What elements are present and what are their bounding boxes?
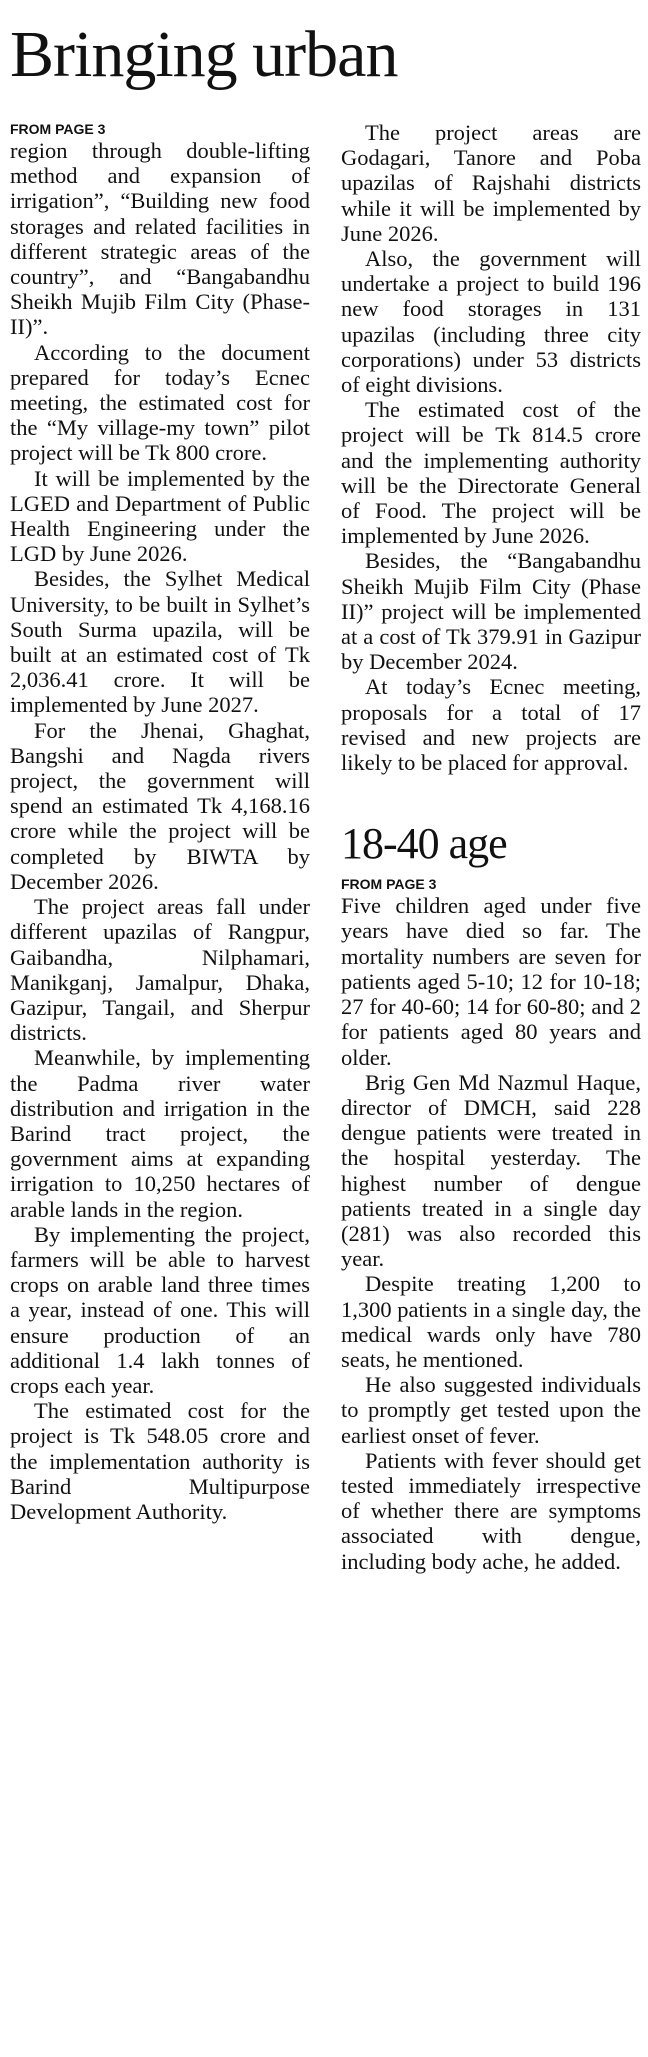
article-paragraph: The estimated cost of the project will be Tk 814.5 crore and the implementing authority will be the Directorate General of Food. The project will be implemented by June 2026. (341, 397, 641, 549)
article-paragraph: The estimated cost for the project is Tk 548.05 crore and the implementation authority is Barind Multipurpose Development Authority. (10, 1398, 310, 1524)
second-article-headline: 18-40 age (341, 819, 507, 869)
article-paragraph: Besides, the Sylhet Medical University, to be built in Sylhet’s South Surma upazila, will be built at an estimated cost of Tk 2,036.41 crore. It will be implemented by June 2027. (10, 566, 310, 718)
article-paragraph: region through double-lifting method and expansion of irrigation”, “Building new food storages and related facilities in different strategic areas of the country”, and “Bangabandhu Sheikh Mujib Film City (Phase-II)”. (10, 138, 310, 340)
article-paragraph: According to the document prepared for today’s Ecnec meeting, the estimated cost for the “My village-my town” pilot project will be Tk 800 crore. (10, 339, 310, 466)
article-headline: Bringing urban (10, 18, 398, 91)
article-paragraph: Patients with fever should get tested immediately irrespective of whether there are symptoms associated with dengue, including body ache, he added. (341, 1447, 641, 1574)
left-column (10, 120, 310, 1524)
article-paragraph: Meanwhile, by implementing the Padma river water distribution and irrigation in the Barind tract project, the government aims at expanding irrigation to 10,250 hectares of arable lands in the region. (10, 1045, 310, 1222)
article-paragraph: Despite treating 1,200 to 1,300 patients in a single day, the medical wards only have 780 seats, he mentioned. (341, 1271, 641, 1372)
article-paragraph: The project areas are Godagari, Tanore and Poba upazilas of Rajshahi districts while it will be implemented by June 2026. (341, 120, 641, 246)
continuation-kicker: FROM PAGE 3 (10, 121, 106, 137)
article-paragraph: Five children aged under five years have died so far. The mortality numbers are seven for patients aged 5-10; 12 for 10-18; 27 for 40-60; 14 for 60-80; and 2 for patients aged 80 years and older. (341, 893, 641, 1070)
article-paragraph: By implementing the project, farmers will be able to harvest crops on arable land three times a year, instead of one. This will ensure production of an additional 1.4 lakh tonnes of crops each year. (10, 1221, 310, 1398)
article-paragraph: He also suggested individuals to promptly get tested upon the earliest onset of fever. (341, 1372, 641, 1448)
article-paragraph: The project areas fall under different upazilas of Rangpur, Gaibandha, Nilphamari, Manikganj, Jamalpur, Dhaka, Gazipur, Tangail, and Sherpur districts. (10, 894, 310, 1046)
article-paragraph: Brig Gen Md Nazmul Haque, director of DMCH, said 228 dengue patients were treated in the hospital yesterday. The highest number of dengue patients treated in a single day (281) was also recorded this year. (341, 1069, 641, 1272)
article-paragraph: Besides, the “Bangabandhu Sheikh Mujib Film City (Phase II)” project will be implemented at a cost of Tk 379.91 in Gazipur by December 2024. (341, 548, 641, 675)
article-paragraph: At today’s Ecnec meeting, proposals for a total of 17 revised and new projects are likely to be placed for approval. (341, 674, 641, 776)
article-paragraph: For the Jhenai, Ghaghat, Bangshi and Nagda rivers project, the government will spend an estimated Tk 4,168.16 crore while the project will be completed by BIWTA by December 2026. (10, 717, 310, 894)
continuation-kicker: FROM PAGE 3 (341, 876, 437, 893)
right-column (341, 120, 641, 1574)
article-paragraph: Also, the government will undertake a project to build 196 new food storages in 131 upazilas (including three city corporations) under 53 districts of eight divisions. (341, 246, 641, 398)
article-paragraph: It will be implemented by the LGED and Department of Public Health Engineering under the LGD by June 2026. (10, 465, 310, 567)
